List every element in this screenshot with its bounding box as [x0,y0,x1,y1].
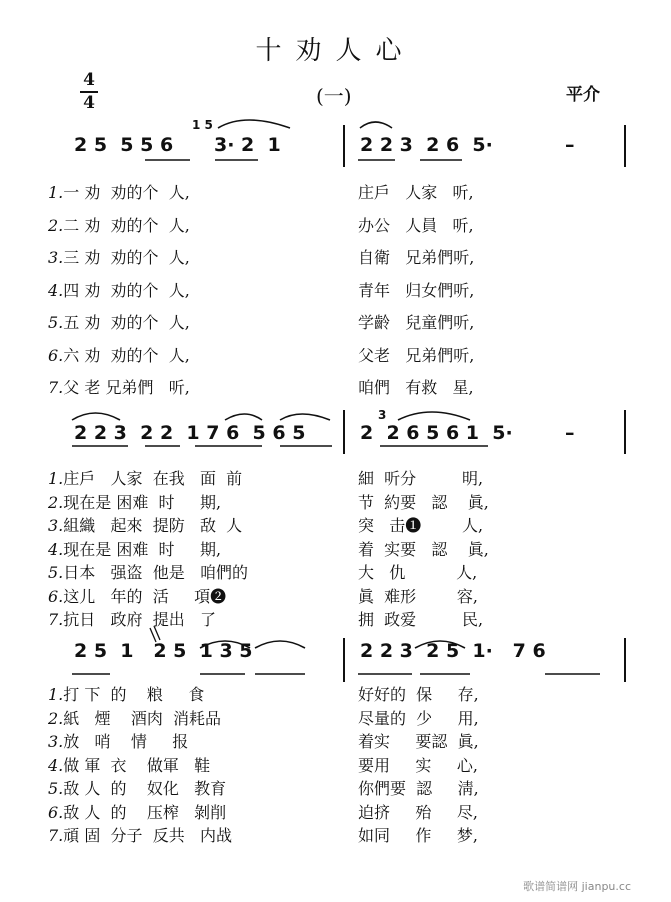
system1-lyrics-b [358,180,474,408]
lyric-part-a: 四 劝 劝的个 人, [63,280,190,300]
lyric-part-a: 五 劝 劝的个 人, [63,313,190,332]
lyric-part-b: 父老 兄弟們听, [358,345,475,365]
verse-number: 3. [48,248,64,267]
verse-number: 4. [48,539,64,559]
lyric-line [48,607,248,631]
lyric-part-a: 六 劝 劝的个 人, [63,345,190,365]
lyric-part-a: 紙 煙 酒肉 消耗品 [63,708,222,728]
lyric-part-a: 打 下 的 粮 食 [63,685,205,704]
lyric-part-a: 組織 起來 提防 敌 人 [63,516,243,535]
arranger-name: 平介 [566,85,600,105]
lyric-line [48,776,232,800]
lyric-part-a: 頑 固 分子 反共 内战 [63,826,232,845]
system1-dash: – [565,134,575,156]
lyric-part-a: 父 老 兄弟們 听, [63,378,190,397]
verse-number: 1. [48,183,64,202]
lyric-part-a: 放 哨 情 报 [63,732,189,751]
system1-notes-b: 2 2 3 2 6 5· [360,134,493,156]
lyric-part-b: 好好的 保 存, [358,685,479,704]
verse-number: 6. [48,345,64,365]
lyric-line [48,753,232,777]
lyric-part-b: 办公 人員 听, [358,215,474,235]
verse-number: 6. [48,586,64,606]
system3-lyrics-b [358,682,479,847]
lyric-part-b: 青年 归女們听, [358,280,475,300]
lyric-part-a: 做 軍 衣 做軍 鞋 [63,755,211,775]
system2-notes-a: 2 2 3 2 2 1 7 6 5 6 5 [74,422,306,444]
lyric-part-b: 自衛 兄弟們听, [358,248,475,267]
watermark-text: 歌谱简谱网 jianpu.cc [523,880,631,893]
verse-number: 3. [48,516,64,535]
verse-number: 7. [48,826,64,845]
verse-number: 6. [48,802,64,822]
lyric-line [48,310,190,343]
verse-number: 4. [48,280,64,300]
lyric-line [48,245,190,278]
system2-lyrics [48,466,248,631]
lyric-line [48,180,190,213]
song-subtitle: (一) [316,84,352,108]
lyric-line [48,490,248,514]
lyric-part-b: 着 实要 認 眞, [358,539,489,559]
verse-number: 5. [48,563,64,582]
lyric-part-b: 拥 政爱 民, [358,610,484,629]
system1-lyrics [48,180,190,408]
lyric-part-a: 敌 人 的 奴化 教育 [63,779,227,798]
song-title: 十劝人心 [255,36,416,66]
lyric-part-b: 如同 作 梦, [358,826,478,845]
lyric-line [48,537,248,561]
lyric-part-a: 现在是 困难 时 期, [63,492,222,512]
verse-number: 5. [48,779,64,798]
lyric-line [48,584,248,608]
lyric-line [48,823,232,847]
lyric-part-a: 庄戶 人家 在我 面 前 [63,469,243,488]
lyric-part-b: 你們要 認 淸, [358,779,479,798]
system2-grace-b: 3 [378,408,387,422]
system2-dash: – [565,422,575,444]
lyric-part-b: 庄戶 人家 听, [358,183,474,202]
verse-number: 7. [48,378,64,397]
system3-notes-a: 2 5 1 2 5 1 3 5 [74,640,253,662]
time-signature-top: 4 [83,70,95,90]
system2-notes-b: 2 2 6 5 6 1 5· [360,422,513,444]
lyric-line [48,560,248,584]
lyric-part-a: 敌 人 的 压榨 剝削 [63,802,227,822]
lyric-line [48,213,190,246]
system3-notes-b: 2 2 3 2 5 1· 7 6 [360,640,546,662]
lyric-line [48,800,232,824]
verse-number: 7. [48,610,64,629]
system1-notes-a2: 3· 2 1 [214,134,281,156]
lyric-part-b: 突 击❶ 人, [358,516,484,535]
lyric-part-b: 大 仇 人, [358,563,478,582]
lyric-part-b: 咱們 有救 星, [358,378,474,397]
lyric-part-b: 着实 要認 眞, [358,732,479,751]
verse-number: 2. [48,492,64,512]
verse-number: 5. [48,313,64,332]
verse-number: 2. [48,708,64,728]
system1-notes-a: 2 5 5 5 6 [74,134,174,156]
lyric-part-b: 眞 难形 容, [358,586,478,606]
lyric-part-b: 节 約要 認 眞, [358,492,489,512]
lyric-part-a: 三 劝 劝的个 人, [63,248,190,267]
lyric-line [48,706,232,730]
lyric-part-b: 尽量的 少 用, [358,708,479,728]
lyric-line [48,729,232,753]
lyric-part-a: 这儿 年的 活 項❷ [63,586,227,606]
lyric-line [48,466,248,490]
lyric-part-a: 现在是 困难 时 期, [63,539,222,559]
verse-number: 2. [48,215,64,235]
lyric-part-a: 抗日 政府 提出 了 [63,610,216,629]
system2-lyrics-b [358,466,489,631]
time-signature-bottom: 4 [83,93,95,113]
lyric-line [48,375,190,408]
verse-number: 1. [48,685,64,704]
verse-number: 4. [48,755,64,775]
system3-lyrics [48,682,232,847]
lyric-line [48,513,248,537]
lyric-line [48,343,190,376]
verse-number: 1. [48,469,64,488]
lyric-part-b: 細 听分 明, [358,469,484,488]
lyric-part-b: 迫挤 殆 尽, [358,802,478,822]
system1-grace-a: 1 5 [192,118,213,132]
verse-number: 3. [48,732,64,751]
lyric-part-b: 学齡 兒童們听, [358,313,475,332]
lyric-line [48,278,190,311]
lyric-line [48,682,232,706]
lyric-part-a: 日本 强盗 他是 咱們的 [63,563,248,582]
lyric-part-a: 二 劝 劝的个 人, [63,215,190,235]
lyric-part-b: 要用 实 心, [358,755,478,775]
lyric-part-a: 一 劝 劝的个 人, [63,183,190,202]
